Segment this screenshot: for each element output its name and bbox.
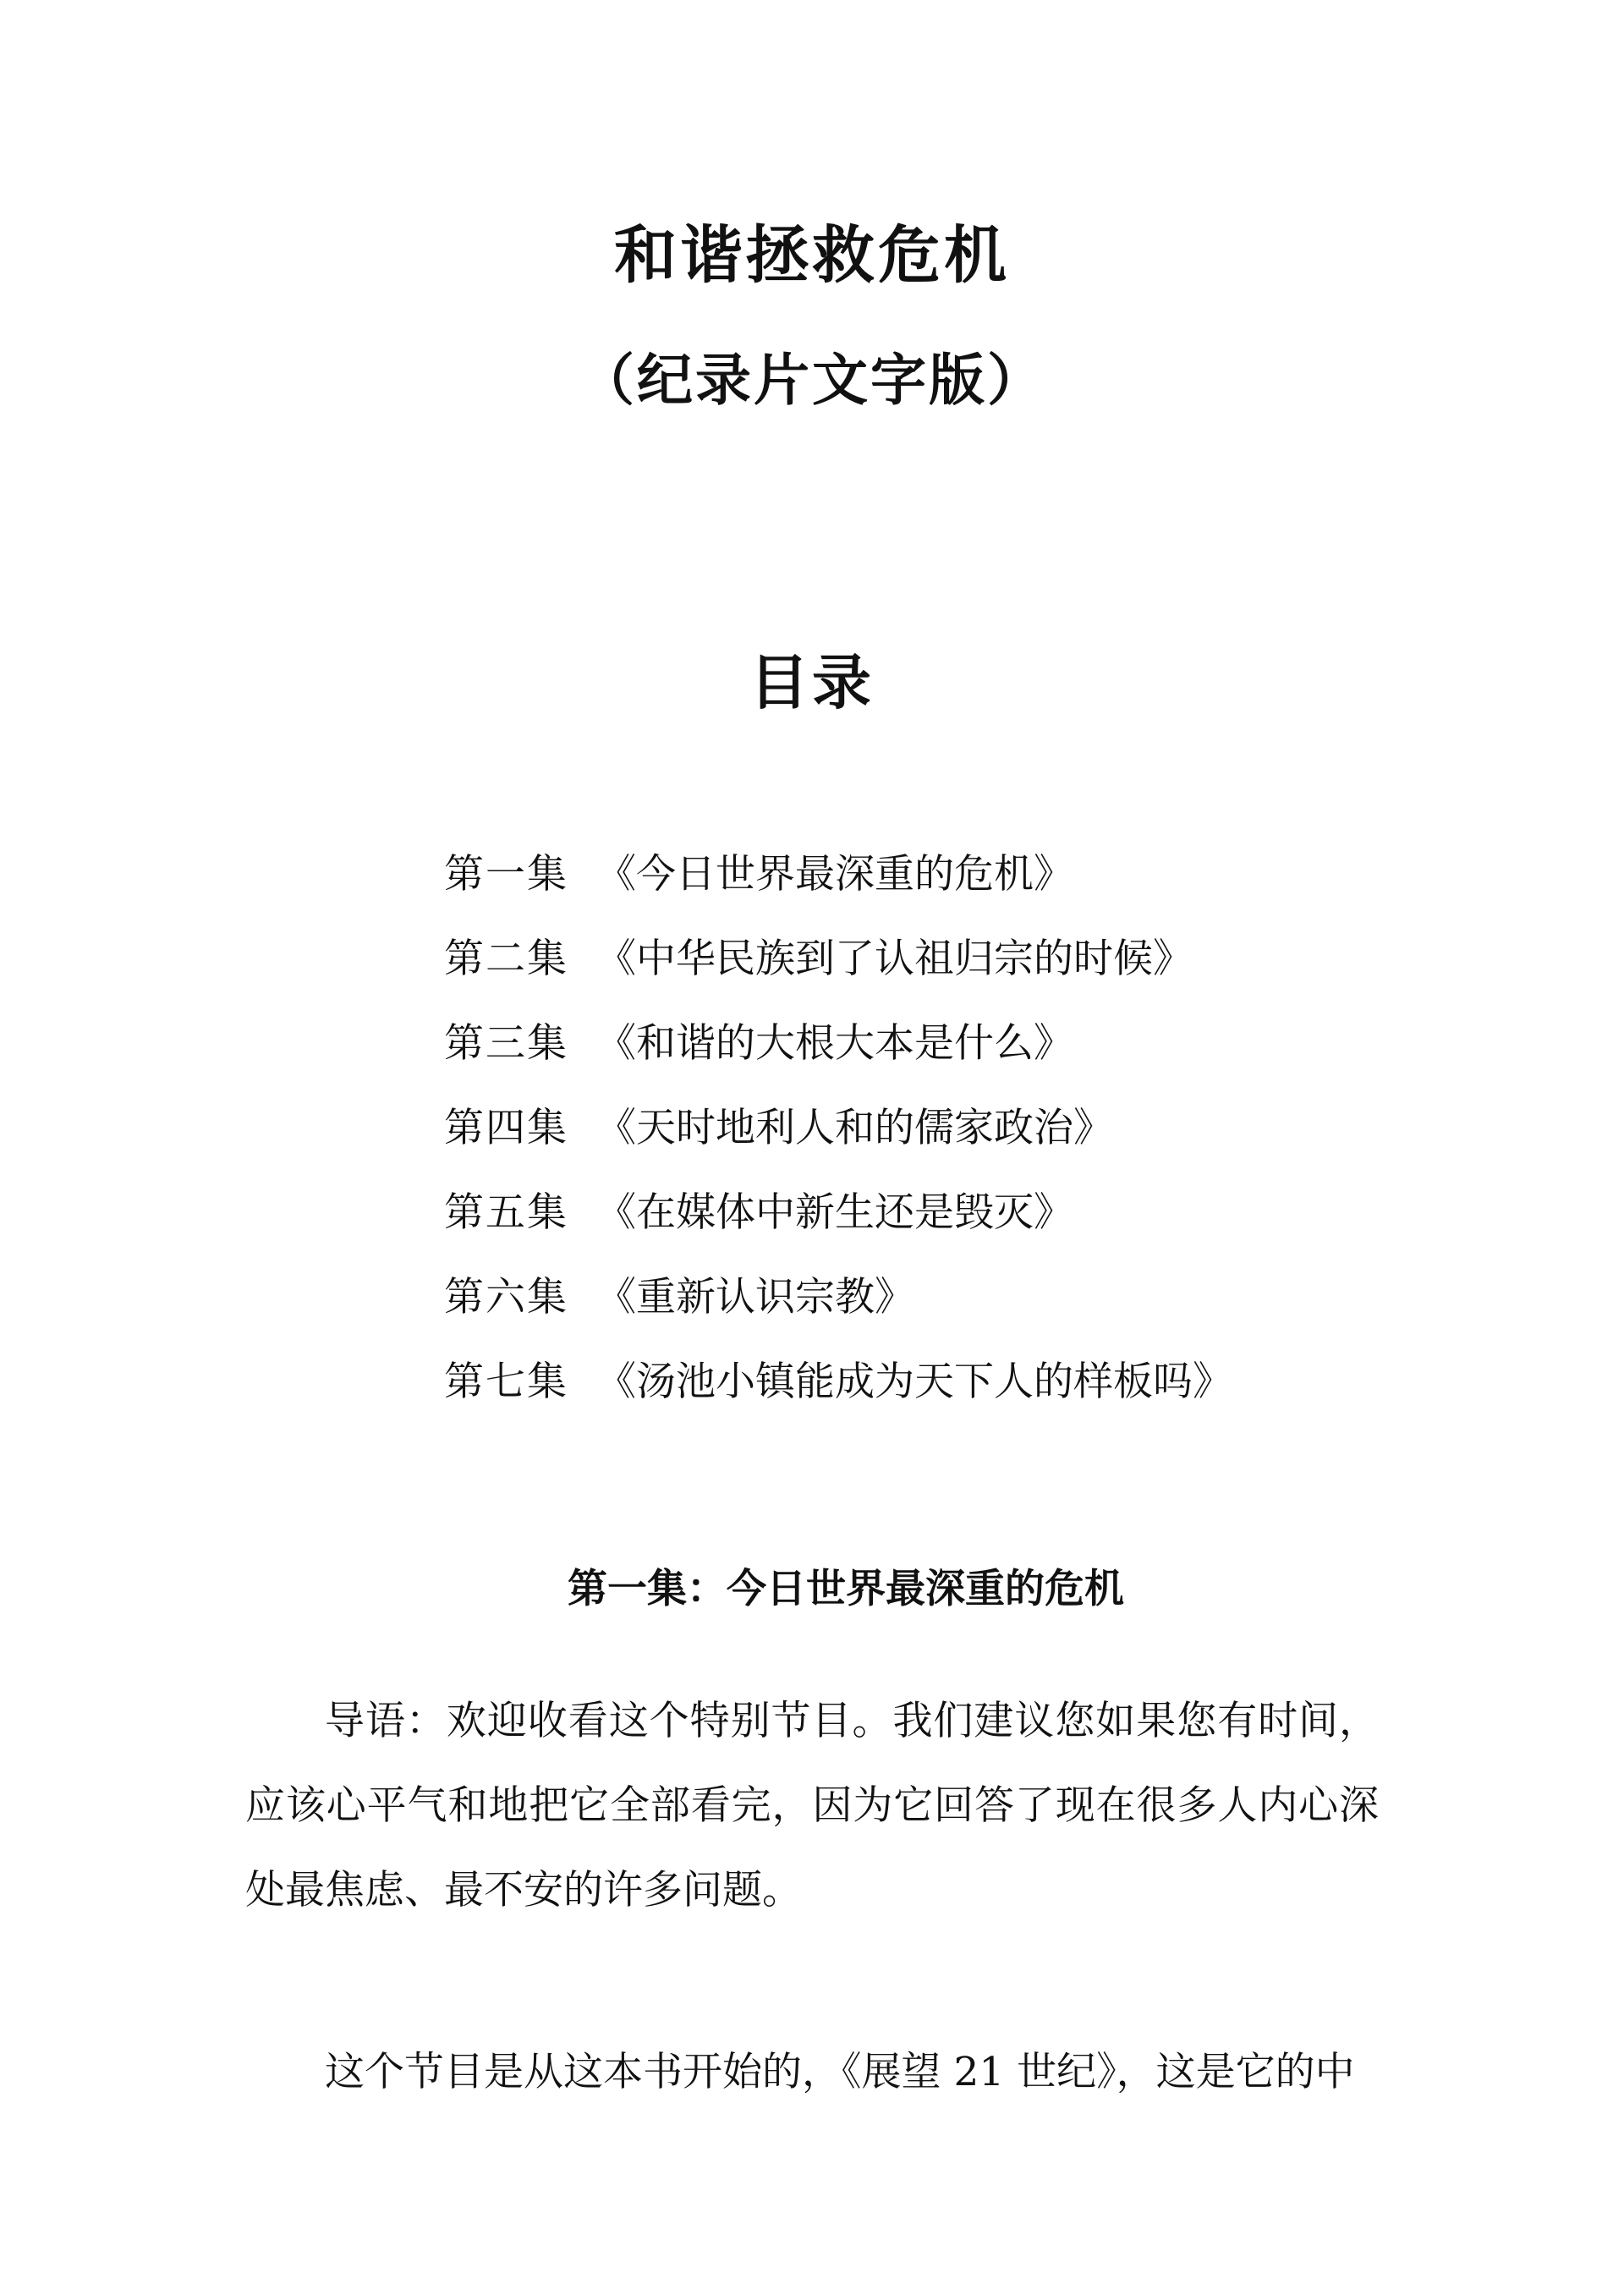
toc-episode-number: 第一集 <box>444 851 568 898</box>
toc-item <box>444 1015 1232 1100</box>
toc-item <box>444 1184 1232 1269</box>
toc-item <box>444 1353 1232 1438</box>
toc-episode-title: 《和谐的大根大本是什么》 <box>596 1020 1073 1067</box>
document-subtitle: （纪录片文字版） <box>579 347 1045 413</box>
toc-episode-title: 《重新认识宗教》 <box>596 1274 914 1320</box>
toc-episode-title: 《今日世界最深重的危机》 <box>596 851 1073 898</box>
toc-list <box>444 846 1232 1438</box>
toc-item <box>444 1269 1232 1353</box>
toc-episode-number: 第三集 <box>444 1020 568 1067</box>
toc-episode-title: 《中华民族到了认祖归宗的时候》 <box>596 936 1193 982</box>
toc-item <box>444 1100 1232 1184</box>
toc-episode-number: 第七集 <box>444 1359 568 1405</box>
toc-episode-number: 第二集 <box>444 936 568 982</box>
toc-episode-title: 《天时地利人和的儒家政治》 <box>596 1105 1113 1151</box>
body-paragraph: 导语：欢迎收看这个特别节目。我们建议您如果您有时间，应该心平气和地把它全部看完，因为它回答了现在很多人内心深处最焦虑、最不安的许多问题。 <box>245 1698 1379 1913</box>
toc-episode-title: 《在媒体中新生还是毁灭》 <box>596 1189 1073 1236</box>
toc-episode-number: 第六集 <box>444 1274 568 1320</box>
toc-heading: 目录 <box>749 647 875 717</box>
section-heading: 第一集：今日世界最深重的危机 <box>568 1566 1124 1612</box>
toc-episode-number: 第四集 <box>444 1105 568 1151</box>
toc-item <box>444 931 1232 1015</box>
toc-item <box>444 846 1232 931</box>
document-title: 和谐拯救危机 <box>614 219 1010 292</box>
toc-episode-number: 第五集 <box>444 1189 568 1236</box>
body-paragraph: 这个节目是从这本书开始的，《展望 21 世纪》，这是它的中 <box>325 2049 1355 2095</box>
toc-episode-title: 《汤池小镇能成为天下人的样板吗》 <box>596 1359 1232 1405</box>
